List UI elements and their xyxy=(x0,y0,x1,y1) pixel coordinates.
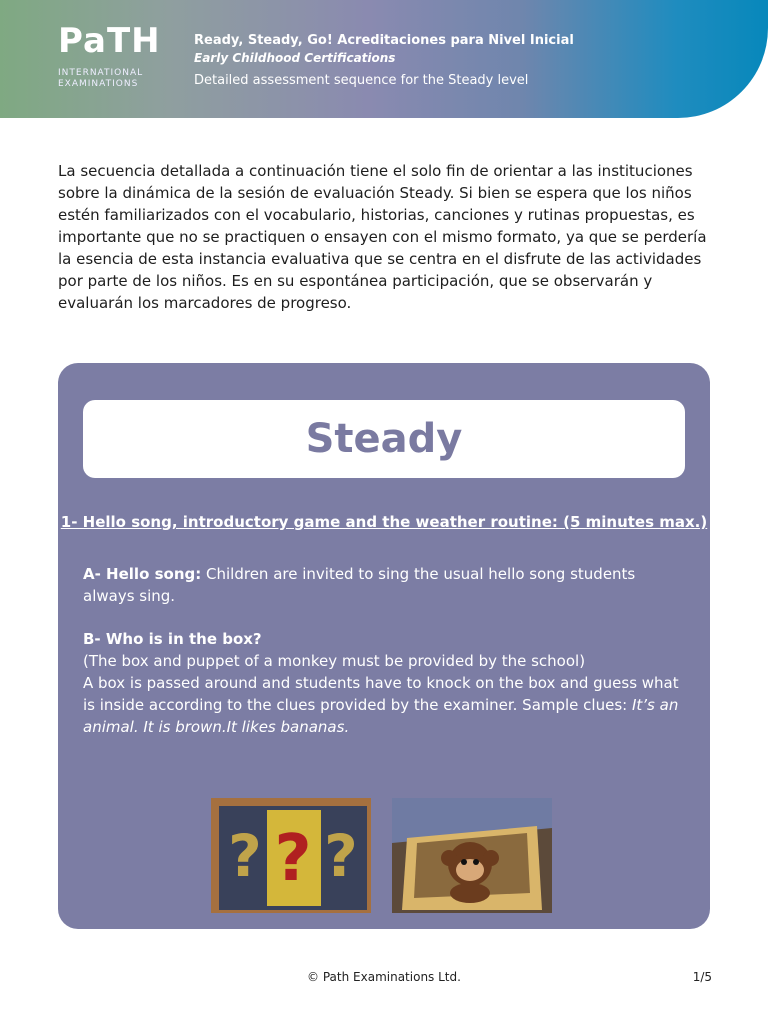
header-text xyxy=(194,32,574,91)
steady-card xyxy=(58,363,710,929)
mystery-box-glyph-center: ? xyxy=(274,822,312,896)
part-b-text: A box is passed around and students have to knock on the box and guess what is inside according to the clues provided by the examiner. Sample clues: xyxy=(83,674,679,714)
section-heading: 1- Hello song, introductory game and the weather routine: (5 minutes max.) xyxy=(60,513,708,531)
part-a-paragraph xyxy=(83,563,685,607)
logo-sub-line1: INTERNATIONAL xyxy=(58,68,144,78)
part-b-clues: It’s an animal. It is brown.It likes bananas. xyxy=(83,696,679,736)
part-b-note: (The box and puppet of a monkey must be provided by the school) xyxy=(83,652,586,670)
logo-wordmark: PaTH xyxy=(58,21,161,61)
header-title: Ready, Steady, Go! Acreditaciones para Nivel Inicial xyxy=(194,33,574,48)
card-title-box xyxy=(83,400,685,478)
monkey-puppet-image xyxy=(392,798,552,913)
part-b-label: B- Who is in the box? xyxy=(83,630,262,648)
intro-paragraph: La secuencia detallada a continuación tiene el solo fin de orientar a las instituciones sobre la dinámica de la sesión de evaluación Steady. Si bien se espera que los niños estén familiarizados con el vocabulario, historias, canciones y rutinas propuestas, es importante que no se practiquen o ensayen con el mismo formato, ya que se perdería la esencia de esta instancia evaluativa que se centra en el disfrute de las actividades por parte de los niños. Es en su espontánea participación, que se observarán y evaluarán los marcadores de progreso. xyxy=(58,162,707,312)
card-title: Steady xyxy=(305,416,463,462)
mystery-box-image xyxy=(211,798,371,913)
mystery-box-photo xyxy=(211,798,371,913)
page-header xyxy=(0,0,768,118)
page-number: 1/5 xyxy=(692,970,712,984)
header-description: Detailed assessment sequence for the Steady level xyxy=(194,73,529,88)
header-subtitle: Early Childhood Certifications xyxy=(194,51,396,65)
path-logo xyxy=(58,21,161,96)
mystery-box-glyph-right: ? xyxy=(324,822,358,890)
mystery-box-glyph-left: ? xyxy=(228,822,262,890)
footer-copyright: © Path Examinations Ltd. xyxy=(307,970,461,984)
monkey-puppet-photo xyxy=(392,798,552,913)
logo-subtitle xyxy=(58,68,150,90)
part-a-text: Children are invited to sing the usual hello song students always sing. xyxy=(83,565,636,605)
logo-sub-line2: EXAMINATIONS xyxy=(58,79,139,89)
part-a-label: A- Hello song: xyxy=(83,565,202,583)
part-b-paragraph xyxy=(83,628,685,738)
